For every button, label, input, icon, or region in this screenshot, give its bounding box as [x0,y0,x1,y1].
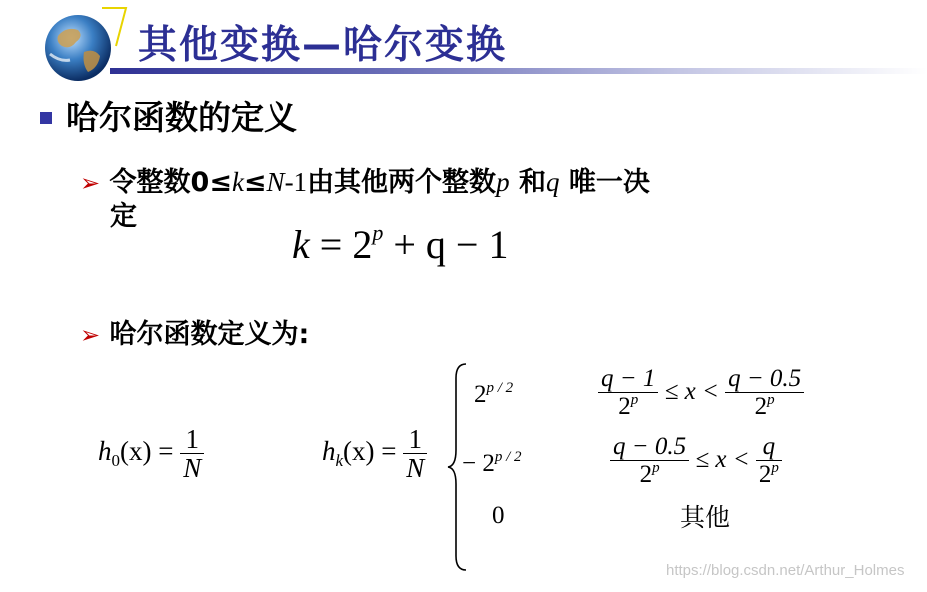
point-1-pre: 令整数0 [109,167,210,198]
le-symbol-2: ≤ [243,167,267,198]
hk-formula [322,425,427,483]
cond-1-left-num: q − 1 [601,365,656,392]
cond-1-right-den-exp: p [767,392,775,409]
point-1-mid: 由其他两个整数 [307,167,497,198]
minus-one: -1 [284,167,308,197]
h0-arg: (x) = [120,436,174,467]
cond-2-right-den-base: 2 [758,461,772,489]
condition-1 [598,366,804,421]
main-equation [292,220,508,268]
var-k: k [231,167,244,197]
case-1-base: 2 [474,381,487,408]
point-2-text: 哈尔函数定义为: [109,319,310,350]
var-p: p [496,167,510,197]
var-q: q [545,167,560,197]
section-heading: 哈尔函数的定义 [66,98,297,137]
cond-2-left-den-base: 2 [639,461,653,489]
le-symbol-1: ≤ [209,167,232,198]
case-1-exp: p / 2 [486,380,514,396]
h0-numerator: 1 [185,424,199,454]
case-2-exp: p / 2 [494,449,522,465]
hk-arg: (x) = [343,436,397,467]
hk-sub: k [335,451,344,471]
h0-denominator: N [183,453,202,484]
eq-rest: + q − 1 [393,222,509,267]
h0-formula [98,425,204,483]
condition-3: 其他 [680,503,731,532]
case-3-value: 0 [492,502,505,529]
h0-fraction [180,425,204,483]
eq-equals: = 2 [319,222,373,267]
cond-2-left-den-exp: p [652,460,660,477]
eq-k: k [292,222,310,267]
eq-exp-p: p [372,220,384,245]
cond-2-right-den-exp: p [771,460,779,477]
condition-2 [610,434,782,489]
square-bullet-icon [40,112,52,124]
arrow-bullet-icon: ➢ [80,169,101,197]
cond-1-left-fraction [598,366,658,421]
hk-denominator: N [406,453,425,484]
cond-2-left-fraction [610,434,689,489]
h0-h: h [98,436,112,467]
title-underline [110,68,927,74]
cond-1-left-den-exp: p [630,392,639,409]
cond-1-right-num: q − 0.5 [728,365,802,392]
slide-title: 其他变换—哈尔变换 [138,23,508,68]
h0-sub: 0 [111,451,120,471]
cond-1-right-den-base: 2 [754,393,768,421]
case-2-value [462,449,522,478]
point-1-and: 和 [518,167,546,198]
arrow-bullet-icon: ➢ [80,321,101,349]
point-2 [80,312,309,351]
cond-1-right-fraction [725,366,804,421]
cond-2-right-num: q [762,433,776,460]
hk-h: h [322,436,336,467]
var-N: N [266,167,285,197]
cond-2-left-num: q − 0.5 [613,433,687,460]
cond-1-left-den-base: 2 [618,393,631,421]
watermark: https://blog.csdn.net/Arthur_Holmes [666,562,905,579]
cond-1-ineq: ≤ x < [664,377,719,405]
case-2-base: − 2 [462,450,495,477]
case-1-value [474,380,513,409]
point-1 [80,160,650,199]
point-1-wrap: 定 [110,201,137,232]
hk-numerator: 1 [408,424,423,454]
cond-2-ineq: ≤ x < [695,445,750,473]
point-1-post: 唯一决 [568,167,650,198]
cond-2-right-fraction [756,434,782,489]
hk-fraction [403,425,427,483]
